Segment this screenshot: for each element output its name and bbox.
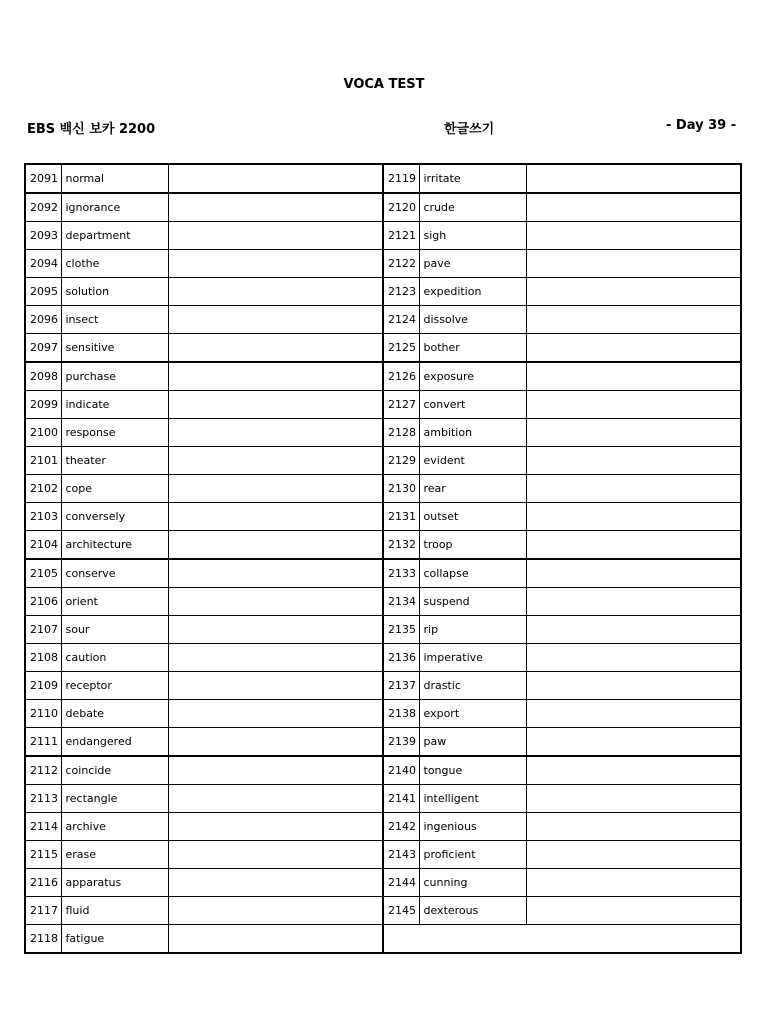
right-word-number: 2124	[383, 306, 419, 334]
left-word: architecture	[61, 531, 168, 560]
left-word-number: 2098	[25, 362, 61, 391]
left-answer-cell[interactable]	[168, 841, 383, 869]
right-answer-cell[interactable]	[526, 869, 741, 897]
table-row	[25, 897, 741, 925]
left-word: archive	[61, 813, 168, 841]
table-row	[25, 503, 741, 531]
right-word-number: 2142	[383, 813, 419, 841]
right-word-number: 2143	[383, 841, 419, 869]
left-word-number: 2101	[25, 447, 61, 475]
table-row	[25, 278, 741, 306]
table-row	[25, 616, 741, 644]
left-answer-cell[interactable]	[168, 362, 383, 391]
right-word: exposure	[419, 362, 526, 391]
table-row	[25, 306, 741, 334]
left-word-number: 2111	[25, 728, 61, 757]
test-mode-label: 한글쓰기	[444, 122, 495, 137]
right-answer-cell[interactable]	[526, 419, 741, 447]
right-answer-cell[interactable]	[526, 503, 741, 531]
left-answer-cell[interactable]	[168, 785, 383, 813]
right-word: evident	[419, 447, 526, 475]
right-word-number: 2132	[383, 531, 419, 560]
left-word-number: 2105	[25, 559, 61, 588]
right-answer-cell[interactable]	[526, 531, 741, 560]
right-word: convert	[419, 391, 526, 419]
left-word: erase	[61, 841, 168, 869]
right-answer-cell[interactable]	[526, 813, 741, 841]
left-word-number: 2092	[25, 193, 61, 222]
vocabulary-table-body	[25, 164, 741, 953]
left-word: theater	[61, 447, 168, 475]
vocabulary-table	[24, 163, 742, 954]
table-row	[25, 531, 741, 560]
right-answer-cell[interactable]	[526, 222, 741, 250]
right-word-number: 2126	[383, 362, 419, 391]
left-word: insect	[61, 306, 168, 334]
left-answer-cell[interactable]	[168, 728, 383, 757]
left-word: fatigue	[61, 925, 168, 954]
left-word-number: 2108	[25, 644, 61, 672]
right-empty-cell	[383, 925, 741, 954]
left-word: apparatus	[61, 869, 168, 897]
right-answer-cell[interactable]	[526, 278, 741, 306]
right-word-number: 2137	[383, 672, 419, 700]
left-word-number: 2100	[25, 419, 61, 447]
right-answer-cell[interactable]	[526, 700, 741, 728]
left-word-number: 2117	[25, 897, 61, 925]
left-word: debate	[61, 700, 168, 728]
left-word-number: 2096	[25, 306, 61, 334]
left-word: purchase	[61, 362, 168, 391]
left-word: ignorance	[61, 193, 168, 222]
table-row	[25, 700, 741, 728]
right-word: cunning	[419, 869, 526, 897]
left-word: indicate	[61, 391, 168, 419]
right-answer-cell[interactable]	[526, 559, 741, 588]
left-word: sensitive	[61, 334, 168, 363]
book-title: EBS 백신 보카 2200	[27, 122, 156, 137]
left-answer-cell[interactable]	[168, 250, 383, 278]
table-row	[25, 813, 741, 841]
left-answer-cell[interactable]	[168, 616, 383, 644]
table-row	[25, 925, 741, 954]
right-answer-cell[interactable]	[526, 391, 741, 419]
left-answer-cell[interactable]	[168, 559, 383, 588]
right-word-number: 2127	[383, 391, 419, 419]
table-row	[25, 672, 741, 700]
table-row	[25, 164, 741, 193]
left-answer-cell[interactable]	[168, 756, 383, 785]
right-word-number: 2135	[383, 616, 419, 644]
right-answer-cell[interactable]	[526, 728, 741, 757]
left-word: solution	[61, 278, 168, 306]
right-word-number: 2119	[383, 164, 419, 193]
left-word-number: 2095	[25, 278, 61, 306]
table-row	[25, 362, 741, 391]
left-answer-cell[interactable]	[168, 869, 383, 897]
right-answer-cell[interactable]	[526, 306, 741, 334]
right-word-number: 2123	[383, 278, 419, 306]
left-word: department	[61, 222, 168, 250]
right-word: rear	[419, 475, 526, 503]
left-answer-cell[interactable]	[168, 813, 383, 841]
left-answer-cell[interactable]	[168, 700, 383, 728]
right-word-number: 2120	[383, 193, 419, 222]
left-word-number: 2109	[25, 672, 61, 700]
left-word-number: 2107	[25, 616, 61, 644]
right-word: paw	[419, 728, 526, 757]
right-word: intelligent	[419, 785, 526, 813]
right-word: ambition	[419, 419, 526, 447]
left-answer-cell[interactable]	[168, 475, 383, 503]
left-word: orient	[61, 588, 168, 616]
left-word-number: 2104	[25, 531, 61, 560]
right-answer-cell[interactable]	[526, 785, 741, 813]
left-word-number: 2093	[25, 222, 61, 250]
left-word-number: 2114	[25, 813, 61, 841]
table-row	[25, 644, 741, 672]
right-word-number: 2129	[383, 447, 419, 475]
table-row	[25, 250, 741, 278]
right-word-number: 2131	[383, 503, 419, 531]
left-answer-cell[interactable]	[168, 925, 383, 954]
right-answer-cell[interactable]	[526, 756, 741, 785]
left-word: conserve	[61, 559, 168, 588]
left-word: cope	[61, 475, 168, 503]
left-word-number: 2110	[25, 700, 61, 728]
table-row	[25, 222, 741, 250]
right-word: irritate	[419, 164, 526, 193]
right-answer-cell[interactable]	[526, 447, 741, 475]
left-word: receptor	[61, 672, 168, 700]
left-word: caution	[61, 644, 168, 672]
right-word: dexterous	[419, 897, 526, 925]
left-answer-cell[interactable]	[168, 164, 383, 193]
table-row	[25, 475, 741, 503]
right-word: dissolve	[419, 306, 526, 334]
right-word-number: 2145	[383, 897, 419, 925]
right-word-number: 2139	[383, 728, 419, 757]
left-word: normal	[61, 164, 168, 193]
right-word: drastic	[419, 672, 526, 700]
right-answer-cell[interactable]	[526, 644, 741, 672]
right-word: tongue	[419, 756, 526, 785]
left-word: sour	[61, 616, 168, 644]
right-answer-cell[interactable]	[526, 841, 741, 869]
left-word-number: 2116	[25, 869, 61, 897]
right-word-number: 2125	[383, 334, 419, 363]
left-answer-cell[interactable]	[168, 531, 383, 560]
table-row	[25, 419, 741, 447]
right-word-number: 2144	[383, 869, 419, 897]
table-row	[25, 785, 741, 813]
day-label: - Day 39 -	[666, 118, 737, 133]
right-word-number: 2140	[383, 756, 419, 785]
left-word: rectangle	[61, 785, 168, 813]
left-word-number: 2118	[25, 925, 61, 954]
right-word: imperative	[419, 644, 526, 672]
left-answer-cell[interactable]	[168, 222, 383, 250]
left-answer-cell[interactable]	[168, 306, 383, 334]
right-answer-cell[interactable]	[526, 475, 741, 503]
right-word: sigh	[419, 222, 526, 250]
left-answer-cell[interactable]	[168, 672, 383, 700]
right-word: pave	[419, 250, 526, 278]
right-answer-cell[interactable]	[526, 250, 741, 278]
left-answer-cell[interactable]	[168, 447, 383, 475]
right-answer-cell[interactable]	[526, 897, 741, 925]
right-answer-cell[interactable]	[526, 672, 741, 700]
left-word: endangered	[61, 728, 168, 757]
left-answer-cell[interactable]	[168, 503, 383, 531]
right-answer-cell[interactable]	[526, 164, 741, 193]
left-answer-cell[interactable]	[168, 193, 383, 222]
right-word-number: 2121	[383, 222, 419, 250]
left-word: response	[61, 419, 168, 447]
table-row	[25, 869, 741, 897]
right-word: rip	[419, 616, 526, 644]
left-word-number: 2099	[25, 391, 61, 419]
table-row	[25, 447, 741, 475]
table-row	[25, 728, 741, 757]
right-word-number: 2122	[383, 250, 419, 278]
right-word-number: 2136	[383, 644, 419, 672]
left-word-number: 2103	[25, 503, 61, 531]
left-answer-cell[interactable]	[168, 391, 383, 419]
right-word: bother	[419, 334, 526, 363]
right-word: crude	[419, 193, 526, 222]
left-word-number: 2094	[25, 250, 61, 278]
right-answer-cell[interactable]	[526, 334, 741, 363]
right-word-number: 2133	[383, 559, 419, 588]
left-answer-cell[interactable]	[168, 644, 383, 672]
left-answer-cell[interactable]	[168, 334, 383, 363]
table-row	[25, 588, 741, 616]
table-row	[25, 756, 741, 785]
right-word: ingenious	[419, 813, 526, 841]
left-word: conversely	[61, 503, 168, 531]
left-word-number: 2091	[25, 164, 61, 193]
right-answer-cell[interactable]	[526, 362, 741, 391]
left-answer-cell[interactable]	[168, 588, 383, 616]
page-title: VOCA TEST	[343, 77, 425, 92]
right-word: troop	[419, 531, 526, 560]
right-word-number: 2141	[383, 785, 419, 813]
right-word-number: 2138	[383, 700, 419, 728]
right-word: export	[419, 700, 526, 728]
table-row	[25, 334, 741, 363]
right-word-number: 2130	[383, 475, 419, 503]
right-word: suspend	[419, 588, 526, 616]
right-answer-cell[interactable]	[526, 616, 741, 644]
left-word: coincide	[61, 756, 168, 785]
right-word-number: 2128	[383, 419, 419, 447]
left-word: fluid	[61, 897, 168, 925]
left-answer-cell[interactable]	[168, 278, 383, 306]
left-answer-cell[interactable]	[168, 419, 383, 447]
left-word-number: 2106	[25, 588, 61, 616]
right-word-number: 2134	[383, 588, 419, 616]
right-word: expedition	[419, 278, 526, 306]
right-word: outset	[419, 503, 526, 531]
left-word-number: 2113	[25, 785, 61, 813]
table-row	[25, 841, 741, 869]
right-answer-cell[interactable]	[526, 193, 741, 222]
table-row	[25, 391, 741, 419]
table-row	[25, 193, 741, 222]
left-word-number: 2102	[25, 475, 61, 503]
left-word: clothe	[61, 250, 168, 278]
left-answer-cell[interactable]	[168, 897, 383, 925]
left-word-number: 2097	[25, 334, 61, 363]
left-word-number: 2112	[25, 756, 61, 785]
left-word-number: 2115	[25, 841, 61, 869]
right-answer-cell[interactable]	[526, 588, 741, 616]
right-word: proficient	[419, 841, 526, 869]
right-word: collapse	[419, 559, 526, 588]
table-row	[25, 559, 741, 588]
